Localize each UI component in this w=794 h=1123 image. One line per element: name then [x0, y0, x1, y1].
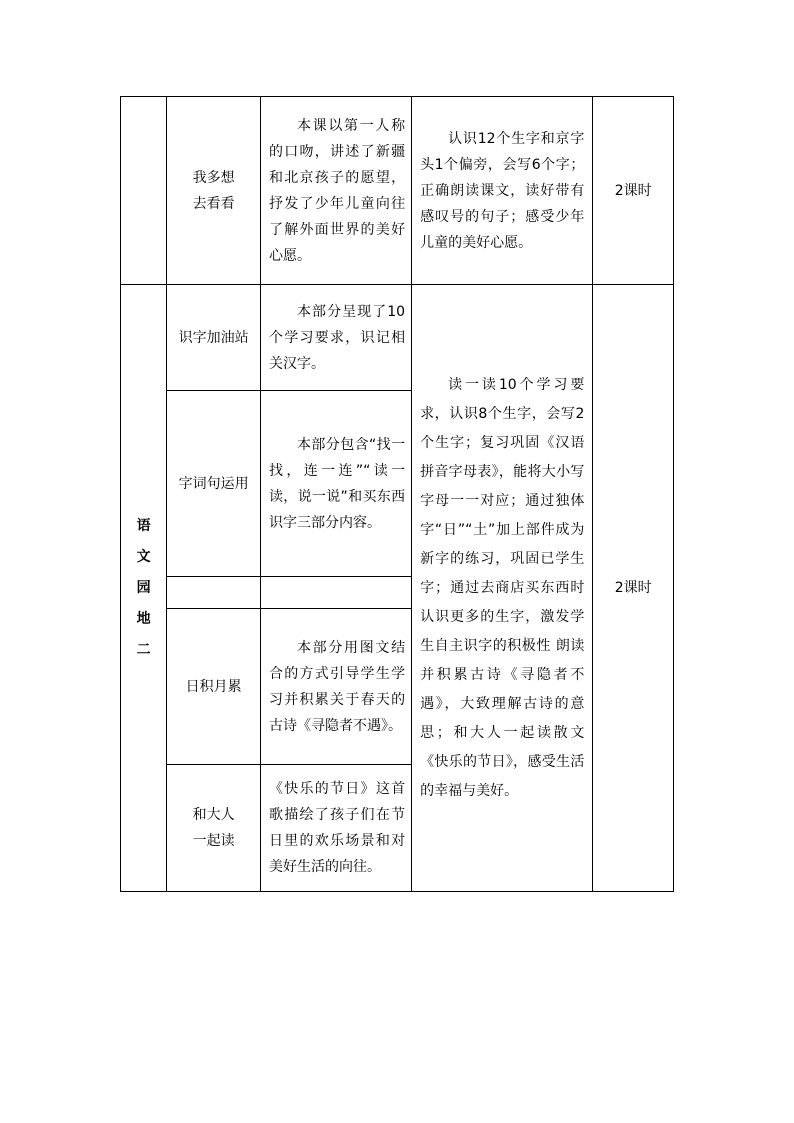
content-description	[261, 587, 411, 599]
content-cell	[261, 765, 412, 892]
content-description: 本部分用图文结合的方式引导学生学习并积累关于春天的古诗《寻隐者不遇》。	[269, 639, 406, 734]
content-cell	[261, 391, 412, 577]
content-description: 本部分包含“找一找，连一连”“读一读，说一说”和买东西识字三部分内容。	[269, 436, 406, 531]
content-description: 本课以第一人称的口吻，讲述了新疆和北京孩子的愿望，抒发了少年儿童向往了解外面世界的美好心愿。	[269, 117, 406, 264]
lesson-title-cell	[167, 577, 261, 609]
lesson-title-cell	[167, 609, 261, 765]
hours-cell	[593, 285, 674, 892]
teaching-goal: 读一读10个学习要求，认识8个生字，会写2个生字；复习巩固《汉语拼音字母表》，能将大小写字母一一对应；通过独体字“日”“土”加上部件成为新字的练习，巩固已学生字；通过去商店买东西时认识更多的生字，激发学生自主识字的积极性 朗读并积累古诗《寻隐者不遇》，大致理解古诗的意思；和大人一起读散文《快乐的节日》，感受生活的幸福与美好。	[420, 376, 585, 799]
hours-cell	[593, 97, 674, 285]
goal-cell	[412, 285, 593, 892]
lesson-title: 识字加油站	[178, 329, 249, 346]
lesson-title-cell	[167, 285, 261, 391]
content-cell	[261, 97, 412, 285]
table-row	[121, 97, 674, 285]
table-row	[121, 285, 674, 391]
lesson-title: 和大人 一起读	[192, 807, 235, 849]
content-cell	[261, 577, 412, 609]
content-cell	[261, 285, 412, 391]
lesson-title: 日积月累	[185, 678, 242, 695]
class-hours: 2课时	[614, 182, 652, 199]
teaching-goal: 认识12个生字和京字头1个偏旁，会写6个字；正确朗读课文，读好带有感叹号的句子；感受少年儿童的美好心愿。	[420, 130, 585, 251]
lesson-title-cell	[167, 97, 261, 285]
content-cell	[261, 609, 412, 765]
lesson-title-cell	[167, 391, 261, 577]
goal-cell	[412, 97, 593, 285]
class-hours: 2课时	[614, 580, 652, 596]
unit-name: 语文园地二	[136, 517, 151, 658]
lesson-title-cell	[167, 765, 261, 892]
lesson-title: 字词句运用	[178, 475, 249, 492]
unit-cell-empty	[121, 97, 167, 285]
unit-name-cell	[121, 285, 167, 892]
content-description: 《快乐的节日》这首歌描绘了孩子们在节日里的欢乐场景和对美好生活的向往。	[269, 781, 406, 875]
lesson-plan-table	[120, 96, 674, 892]
content-description: 本部分呈现了10个学习要求，识记相关汉字。	[269, 303, 406, 372]
lesson-title: 我多想 去看看	[192, 169, 235, 212]
